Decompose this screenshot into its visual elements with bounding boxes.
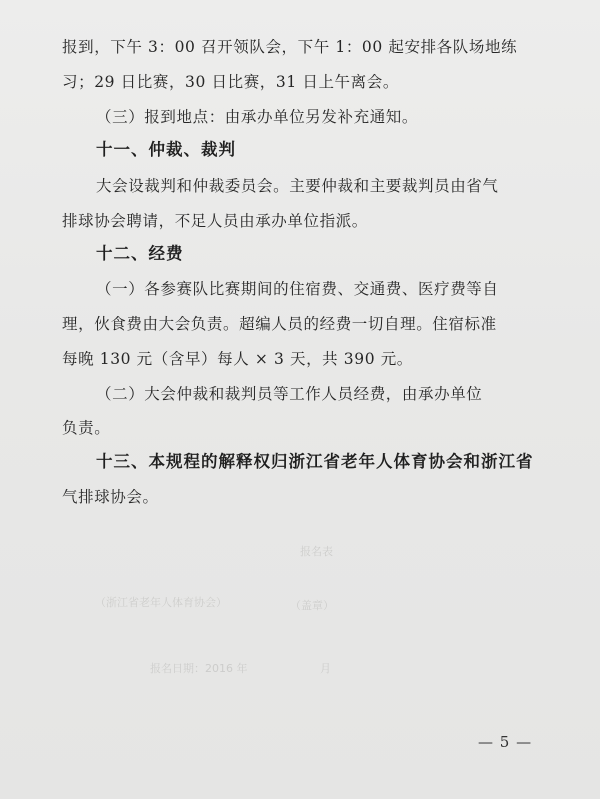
page-number: — 5 —	[478, 733, 533, 751]
body-line: （二）大会仲裁和裁判员等工作人员经费，由承办单位	[96, 385, 483, 403]
body-line: （三）报到地点：由承办单位另发补充通知。	[96, 108, 419, 126]
bleed-through-text-1: 报名表	[300, 545, 333, 558]
section-heading: 十三、本规程的解释权归浙江省老年人体育协会和浙江省	[96, 452, 534, 471]
bleed-through-text-2: （浙江省老年人体育协会）	[95, 596, 227, 609]
body-line: 负责。	[62, 419, 111, 437]
body-line: （一）各参赛队比赛期间的住宿费、交通费、医疗费等自	[96, 280, 499, 298]
body-line: 气排球协会。	[62, 488, 159, 506]
section-heading: 十一、仲裁、裁判	[96, 140, 236, 159]
body-line: 每晚 130 元（含早）每人 × 3 天，共 390 元。	[62, 350, 413, 368]
body-line: 报到，下午 3：00 召开领队会，下午 1：00 起安排各队场地练	[62, 38, 518, 56]
body-line: 理，伙食费由大会负责。超编人员的经费一切自理。住宿标准	[62, 315, 497, 333]
bleed-through-text-3: （盖章）	[290, 599, 334, 612]
body-line: 大会设裁判和仲裁委员会。主要仲裁和主要裁判员由省气	[96, 177, 499, 195]
body-line: 习；29 日比赛，30 日比赛，31 日上午离会。	[62, 73, 399, 91]
bleed-through-text-4: 报名日期：2016 年	[150, 662, 248, 675]
body-line: 排球协会聘请，不足人员由承办单位指派。	[62, 212, 368, 230]
bleed-through-text-5: 月	[320, 662, 331, 675]
section-heading: 十二、经费	[96, 244, 184, 263]
